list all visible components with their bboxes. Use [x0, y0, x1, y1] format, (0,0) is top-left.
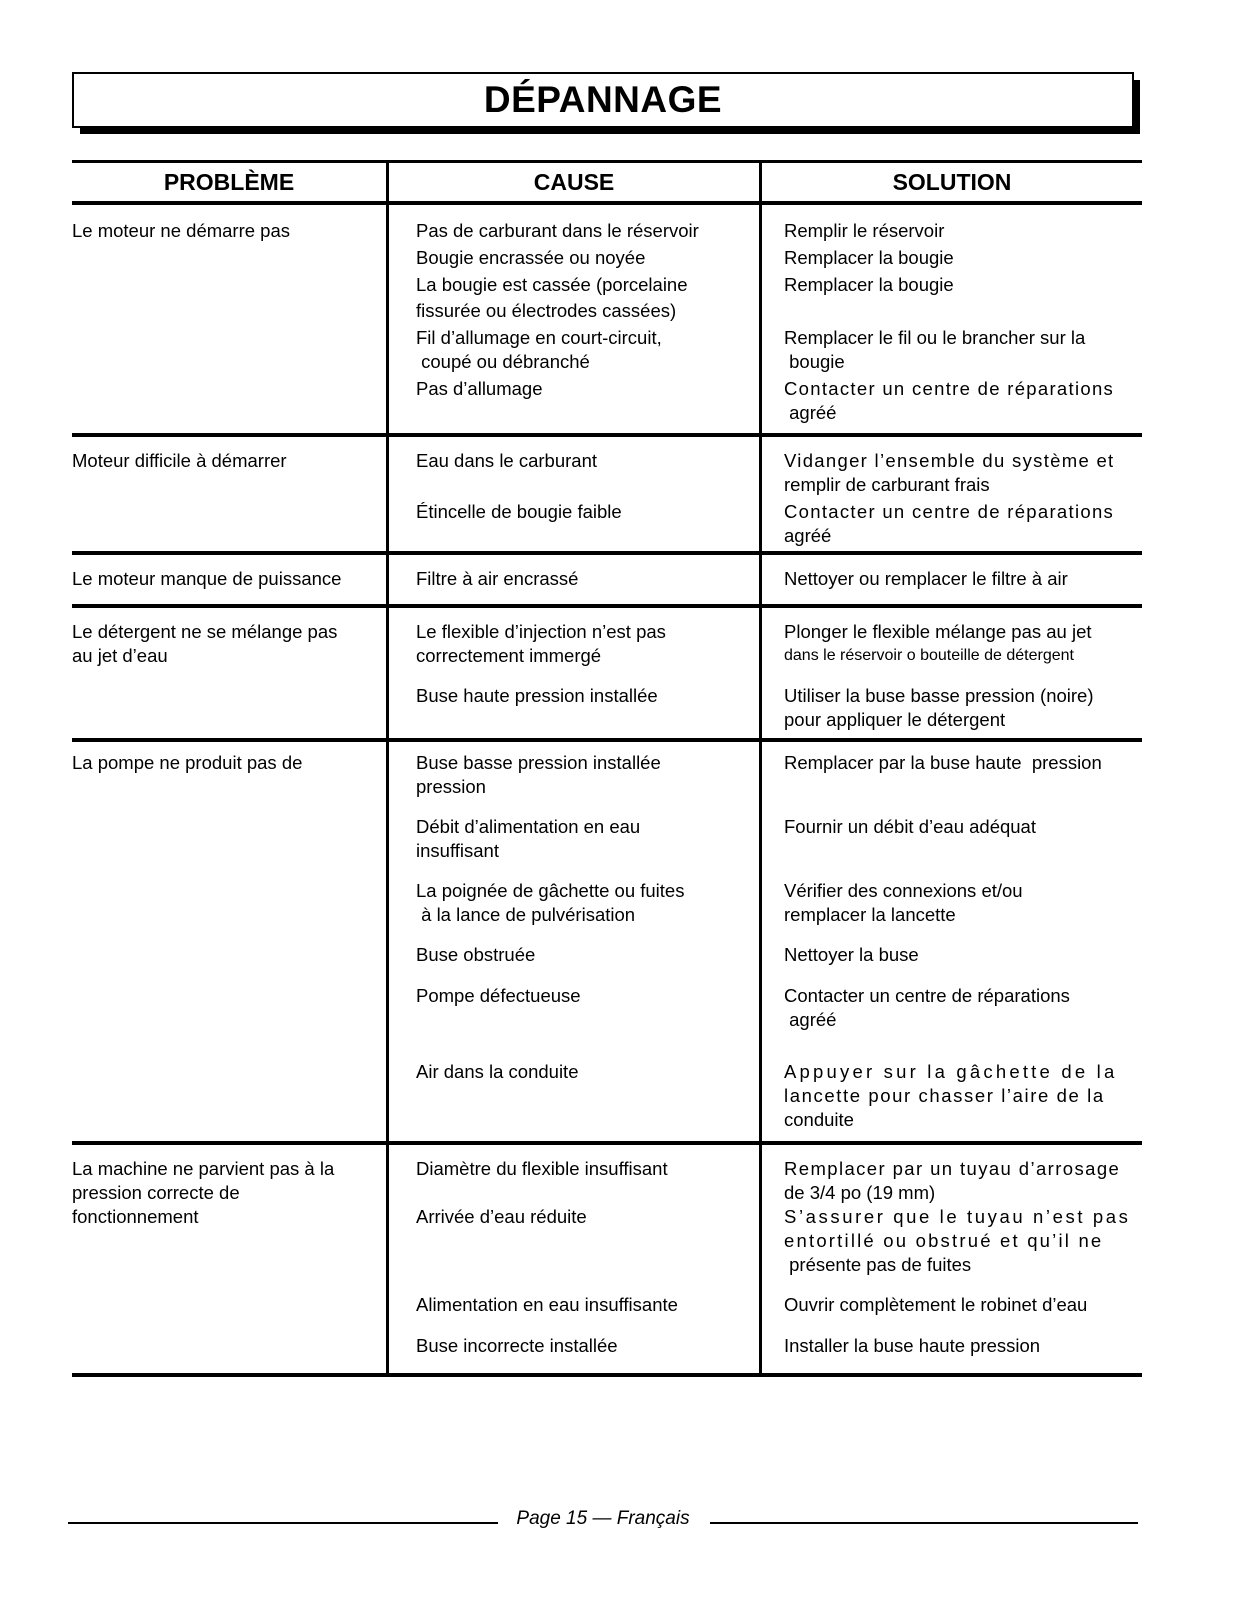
page-footer — [68, 1508, 1138, 1534]
problem-cell — [72, 437, 389, 551]
solution-text: Vérifier des connexions et/ou — [784, 880, 1023, 901]
cause-text: fissurée ou électrodes cassées) — [416, 300, 677, 321]
problem-text: La pompe ne produit pas de — [72, 752, 303, 773]
solution-text: Remplacer le fil ou le brancher sur la — [784, 327, 1086, 348]
cause-text: Buse obstruée — [416, 944, 536, 965]
title-banner — [72, 72, 1142, 134]
solution-cell — [762, 1145, 1142, 1373]
cause-text: Diamètre du flexible insuffisant — [416, 1158, 668, 1179]
title-box — [72, 72, 1134, 128]
solution-text: Utiliser la buse basse pression (noire) — [784, 685, 1094, 706]
cause-text — [416, 1181, 749, 1205]
cause-text: Étincelle de bougie faible — [416, 501, 622, 522]
footer-rule-right — [710, 1522, 1138, 1524]
cause-text: Bougie encrassée ou noyée — [416, 247, 646, 268]
cause-text — [416, 1253, 749, 1293]
problem-text: Moteur difficile à démarrer — [72, 450, 287, 471]
cause-text: correctement immergé — [416, 645, 602, 666]
cause-text: Arrivée d’eau réduite — [416, 1206, 587, 1227]
solution-text: Remplacer par la buse haute pression — [784, 752, 1102, 773]
page-number: Page 15 — Français — [516, 1508, 690, 1529]
cause-text: Filtre à air encrassé — [416, 568, 579, 589]
problem-text: au jet d’eau — [72, 645, 168, 666]
table-row — [72, 1145, 1142, 1373]
solution-cell — [762, 608, 1142, 738]
problem-text: La machine ne parvient pas à la — [72, 1158, 335, 1179]
solution-cell — [762, 437, 1142, 551]
solution-text: présente pas de fuites — [784, 1254, 972, 1275]
problem-cell — [72, 742, 389, 1141]
solution-text: agréé — [784, 402, 837, 423]
cause-text: Alimentation en eau insuffisante — [416, 1294, 678, 1315]
solution-text — [784, 299, 1142, 326]
solution-text: Ouvrir complètement le robinet d’eau — [784, 1294, 1088, 1315]
header-solution: SOLUTION — [892, 168, 1012, 195]
cause-text: Pas d’allumage — [416, 378, 543, 399]
solution-text: Vidanger l’ensemble du système et — [784, 450, 1115, 471]
problem-text: fonctionnement — [72, 1206, 199, 1227]
cause-cell — [389, 608, 762, 738]
cause-text: Buse incorrecte installée — [416, 1335, 618, 1356]
solution-text: de 3/4 po (19 mm) — [784, 1182, 936, 1203]
cause-text — [416, 1008, 749, 1060]
cause-text: Air dans la conduite — [416, 1061, 579, 1082]
solution-text — [784, 775, 1142, 815]
solution-text: Contacter un centre de réparations — [784, 985, 1070, 1006]
cause-text: Le flexible d’injection n’est pas — [416, 621, 666, 642]
cause-cell — [389, 742, 762, 1141]
solution-text: remplir de carburant frais — [784, 474, 990, 495]
solution-text: Contacter un centre de réparations — [784, 501, 1115, 522]
cause-text — [416, 1229, 749, 1253]
cause-cell — [389, 437, 762, 551]
table-row — [72, 555, 1142, 604]
solution-text: remplacer la lancette — [784, 904, 956, 925]
solution-text: Contacter un centre de réparations — [784, 378, 1115, 399]
page-title: DÉPANNAGE — [483, 79, 723, 120]
solution-text: entortillé ou obstrué et qu’il ne — [784, 1230, 1104, 1251]
solution-text: Fournir un débit d’eau adéquat — [784, 816, 1036, 837]
cause-text: La poignée de gâchette ou fuites — [416, 880, 685, 901]
cause-text: Fil d’allumage en court-circuit, — [416, 327, 662, 348]
solution-text: bougie — [784, 351, 845, 372]
cause-text: à la lance de pulvérisation — [416, 904, 636, 925]
problem-cell — [72, 555, 389, 604]
table-row — [72, 205, 1142, 433]
solution-text: Remplir le réservoir — [784, 220, 945, 241]
solution-cell — [762, 742, 1142, 1141]
table-bottom-rule — [72, 1373, 1142, 1377]
header-problem: PROBLÈME — [72, 163, 389, 201]
header-cause: CAUSE — [389, 163, 762, 201]
cause-text: La bougie est cassée (porcelaine — [416, 274, 688, 295]
table-header-row — [72, 163, 1142, 201]
solution-text: Remplacer par un tuyau d’arrosage — [784, 1158, 1121, 1179]
solution-text: Plonger le flexible mélange pas au jet — [784, 621, 1092, 642]
solution-text: pour appliquer le détergent — [784, 709, 1006, 730]
cause-text: Pas de carburant dans le réservoir — [416, 220, 699, 241]
solution-text: dans le réservoir o bouteille de détergent — [784, 647, 1074, 664]
cause-text: Buse basse pression installée — [416, 752, 661, 773]
cause-cell — [389, 555, 762, 604]
problem-text: Le détergent ne se mélange pas — [72, 621, 338, 642]
solution-text: Remplacer la bougie — [784, 247, 954, 268]
solution-text: Nettoyer la buse — [784, 944, 919, 965]
solution-cell — [762, 205, 1142, 433]
footer-rule-left — [68, 1522, 498, 1524]
solution-text: conduite — [784, 1109, 854, 1130]
solution-text: S’assurer que le tuyau n’est pas — [784, 1206, 1131, 1227]
cause-cell — [389, 1145, 762, 1373]
solution-text: agréé — [784, 525, 832, 546]
solution-text: Remplacer la bougie — [784, 274, 954, 295]
cause-text — [416, 473, 749, 500]
cause-text: Pompe défectueuse — [416, 985, 581, 1006]
cause-text: pression — [416, 776, 486, 797]
solution-text: Appuyer sur la gâchette de la — [784, 1061, 1118, 1082]
solution-text: Nettoyer ou remplacer le filtre à air — [784, 568, 1068, 589]
problem-cell — [72, 608, 389, 738]
problem-text: pression correcte de — [72, 1182, 240, 1203]
solution-text: lancette pour chasser l’aire de la — [784, 1085, 1105, 1106]
cause-cell — [389, 205, 762, 433]
problem-text: Le moteur ne démarre pas — [72, 220, 291, 241]
cause-text: Buse haute pression installée — [416, 685, 658, 706]
cause-text: Eau dans le carburant — [416, 450, 598, 471]
table-row — [72, 608, 1142, 738]
table-row — [72, 742, 1142, 1141]
cause-text: insuffisant — [416, 840, 499, 861]
solution-text: agréé — [784, 1009, 837, 1030]
cause-text: Débit d’alimentation en eau — [416, 816, 641, 837]
cause-text: coupé ou débranché — [416, 351, 590, 372]
troubleshooting-table — [72, 160, 1142, 1377]
solution-cell — [762, 555, 1142, 604]
problem-cell — [72, 1145, 389, 1373]
solution-text: Installer la buse haute pression — [784, 1335, 1041, 1356]
problem-text: Le moteur manque de puissance — [72, 568, 342, 589]
problem-cell — [72, 205, 389, 433]
table-row — [72, 437, 1142, 551]
solution-text — [784, 839, 1142, 879]
